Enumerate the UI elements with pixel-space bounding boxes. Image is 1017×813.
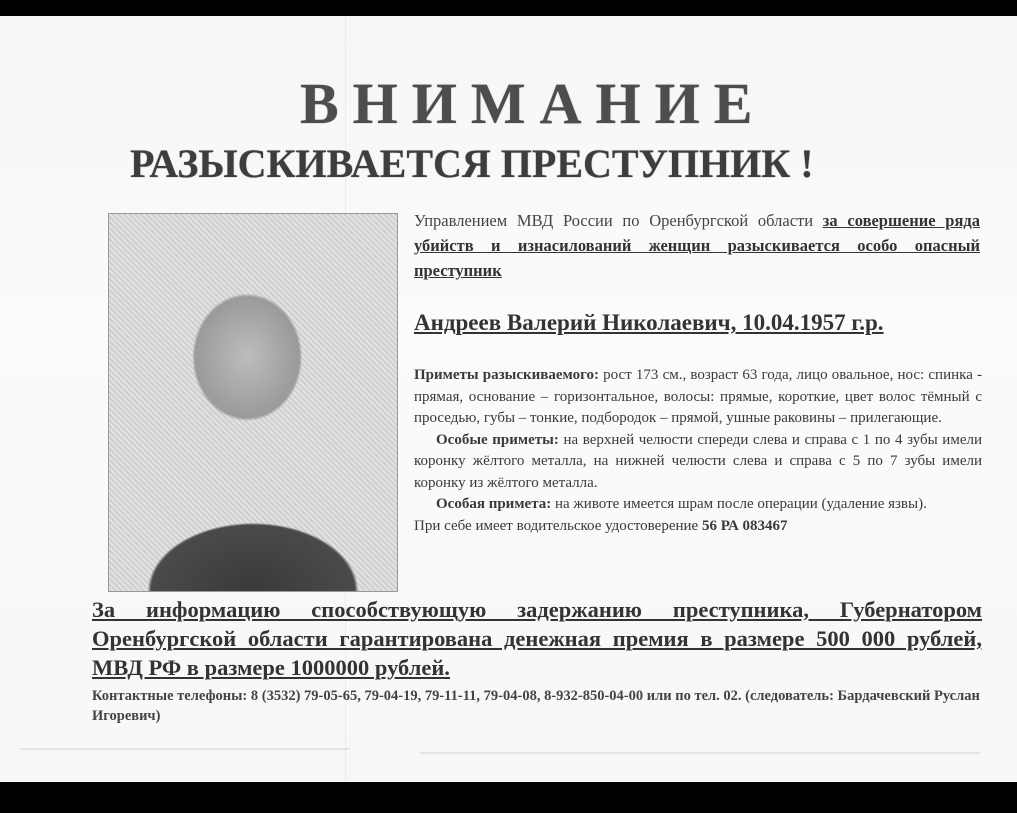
contacts-paragraph: Контактные телефоны: 8 (3532) 79-05-65, 79-04-19, 79-11-11, 79-04-08, 8-932-850-04-00 или по тел. 02. (следователь: Бардачевский Руслан Игоревич) [92, 688, 980, 724]
special-mark-label: Особая примета: [436, 496, 552, 512]
suspect-photo [108, 213, 398, 592]
special-mark-text: на животе имеется шрам после операции (удаление язвы). [551, 496, 927, 512]
features-label: Приметы разыскиваемого: [414, 367, 600, 383]
features-paragraph [414, 365, 982, 430]
special-features-text: на верхней челюсти спереди слева и справа с 1 по 4 зубы имели коронку жёлтого металла, на нижней челюсти слева и справа с 5 по 7 зубы имели коронку из жёлтого металла. [414, 431, 982, 491]
top-black-frame [0, 0, 1017, 16]
suspect-name: Андреев Валерий Николаевич, 10.04.1957 г.р. [414, 310, 884, 335]
description-block [414, 365, 982, 537]
special-features-label: Особые приметы: [436, 431, 559, 448]
features-text: рост 173 см., возраст 63 года, лицо овальное, нос: спинка - прямая, основание – горизонтальное, волосы: прямые, короткие, цвет волос тёмный с проседью, губы – тонкие, подбородок – прямой, ушные раковины – прилегающие. [414, 367, 982, 426]
special-features-paragraph [414, 430, 982, 495]
intro-paragraph [414, 208, 980, 283]
scan-streak [20, 748, 350, 750]
license-number: 56 РА 083467 [701, 517, 788, 534]
intro-plain-text: Управлением МВД России по Оренбургской области [414, 211, 823, 230]
poster-title: ВНИМАНИЕ [300, 71, 767, 136]
poster-subtitle: РАЗЫСКИВАЕТСЯ ПРЕСТУПНИК ! [130, 141, 814, 186]
license-paragraph [414, 516, 982, 538]
intro-underlined-text: за совершение ряда убийств и изнасилований женщин разыскивается особо опасный преступник [414, 211, 981, 280]
license-text: При себе имеет водительское удостоверение [414, 517, 702, 534]
bottom-black-frame [0, 782, 1017, 813]
scan-streak [420, 752, 980, 754]
reward-paragraph: За информацию способствующую задержанию преступника, Губернатором Оренбургской области гарантирована денежная премия в размере 500 000 рублей, МВД РФ в размере 1000000 рублей. [92, 597, 982, 680]
special-mark-paragraph [414, 494, 982, 516]
